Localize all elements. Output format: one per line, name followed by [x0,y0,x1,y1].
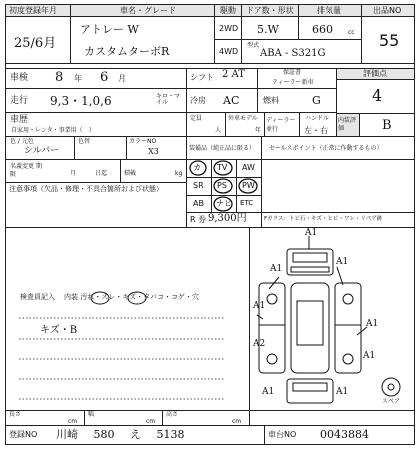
damage-mark-5: A2 [253,339,266,349]
sales-point-area [261,159,415,213]
left-rear-wheel [267,354,277,364]
damage-mark-2: A1 [270,264,283,274]
front-bumper [291,267,329,272]
model-label: 型式 [247,42,260,49]
dim-divider-1 [84,410,85,426]
chassis-value: 0043884 [320,428,369,441]
circle-mark-ka [190,161,206,175]
name-change-label: 名義変更 期限 [10,163,42,179]
length-label: 長さ [9,411,22,418]
doors-value: 5.W [257,23,279,36]
color-divider [74,136,75,160]
inspection-month: 6 [100,70,109,85]
name-change-day: 日迄 [95,170,108,177]
inspector-interior-words: 内装 汚れ・スレ・キズ・タバコ・コゲ・穴 [64,293,200,301]
interior-value: B [382,118,392,133]
color-no-value: X3 [148,147,159,156]
dealer-new-label: ティーラー新車 [272,79,314,86]
capacity-label: 定員 [190,115,203,122]
reg-no-value: 川崎 580 え 5138 [56,428,185,441]
color-no-label: カラーNO [129,138,157,145]
equipment-item-ps: PS [217,181,227,190]
height-label: 高さ [166,411,179,418]
right-rear-wheel [343,354,353,364]
lot-label: 出品NO [373,6,402,15]
lot-value: 55 [379,31,400,50]
equipment-item-sr: SR [193,181,204,190]
left-front-wheel [267,294,277,304]
mileage-label: 走行 [10,96,29,106]
first-reg-label: 初度登録年月 [9,6,57,15]
loading-label: 積載 [124,170,137,177]
inspector-note: キズ・B [40,325,78,336]
roof [297,301,323,345]
drive-2wd: 2WD [219,24,239,33]
equipment-item-etc: ETC [240,199,254,207]
loading-unit: kg [175,170,183,177]
spare-label: スペア [382,398,401,405]
circle-mark-ps [214,179,232,193]
handle-value: 左・右 [304,126,328,135]
exterior-model-unit: 年 [255,127,262,134]
left-side-view [259,283,285,373]
sales-point-label: セールスポイント（正常に作動するもの） [269,145,383,152]
handle-label: ハンドル [305,115,330,122]
history-options: 自家用・レンタ・事業用（ ） [11,127,95,134]
dimensions-row [5,410,250,426]
width-label: 幅 [88,411,95,418]
shift-label: シフト [190,73,214,82]
circle-mark-tv [214,161,232,175]
score-label: 評価点 [363,69,387,78]
rear-window [293,383,327,391]
width-unit: cm [146,418,156,425]
reg-no-label: 登録NO [9,430,38,439]
grade-value: カスタムターボR [84,45,170,58]
leader-line-4 [257,315,263,319]
recycle-value: 9,300円 [208,213,247,224]
exterior-model-label: 外車モデル [228,115,258,122]
car-name-value: アトレー W [80,23,139,36]
inspector-lines [5,227,250,411]
car-name-label: 車名・グレード [120,6,176,15]
circle-mark-scratch [128,292,146,304]
model-value: ABA - S321G [260,48,326,59]
inspection-month-unit: 月 [118,74,126,83]
km-label: キロ・マイル [156,93,181,106]
equipment-circle-marks [186,159,262,213]
color-change-label: 色替 [78,138,91,145]
height-unit: cm [232,418,242,425]
color-no-divider [126,136,127,160]
capacity-unit: 人 [215,127,222,134]
inspection-year: 8 [55,70,64,85]
name-change-month: 月 [70,170,77,177]
circle-mark-pw [239,179,257,193]
equipment-item-navi: ナビ [216,199,232,208]
damage-mark-6: A1 [366,319,379,329]
notes-label: 注意事項（欠品・修理・不具合箇所および状態） [9,185,163,193]
fuel-value: G [312,94,321,107]
interior-label: 内装評価 [338,117,357,132]
equipment-item-tv: TV [217,163,228,172]
equipment-item-ka: カ [193,163,201,172]
loading-divider [120,159,121,183]
equipment-item-aw: AW [242,163,255,172]
warranty-label: 保証書 [283,69,302,76]
right-front-wheel [343,294,353,304]
damage-mark-4: A1 [253,301,266,311]
displacement-value: 660 [312,23,333,36]
damage-mark-1: A1 [305,228,318,238]
damage-mark-9: A1 [262,387,275,397]
length-unit: cm [68,418,78,425]
damage-mark-7: A1 [363,351,376,361]
inspection-year-unit: 年 [74,74,82,83]
displacement-unit: cc [348,29,355,36]
equipment-label: 装備品（純正品に限る） [189,145,256,152]
damage-mark-8: A1 [336,387,349,397]
color-label: 色 / 元色 [10,138,34,145]
fuel-label: 燃料 [263,96,279,105]
inspector-label: 検査員記入 [20,293,55,301]
history-label: 車歴 [10,115,29,125]
diagram-legend: Fガラス：トビ石・キズ・ヒビ・ワレ・リペア跡 [264,216,383,222]
ac-label: 冷房 [190,96,206,105]
inspection-label: 車検 [10,73,29,83]
color-value: シルバー [24,146,60,156]
right-side-view [335,283,361,373]
circle-mark-stain [91,292,109,304]
spare-tire-hub [388,384,394,390]
chassis-label: 車台NO [268,430,297,439]
spare-tire [382,378,400,396]
first-reg-value: 25/6月 [14,36,57,51]
displacement-label: 排気量 [317,6,341,15]
dim-divider-2 [162,410,163,426]
equipment-item-pw: PW [242,181,255,190]
doors-label: ドア数・形状 [246,6,294,15]
leader-line-3 [337,267,343,285]
dealer-parallel-label: ディーラー 並行 [266,117,296,133]
drive-label: 駆動 [220,6,236,15]
front-windshield [293,253,327,262]
drive-4wd: 4WD [219,47,239,56]
inspection-row [5,68,187,89]
mileage-value: 9,3・1,0,6 [50,94,112,108]
score-value: 4 [372,86,383,105]
recycle-label: R 券 [190,215,207,224]
damage-mark-3: A1 [336,257,349,267]
car-diagram [249,227,415,411]
ac-value: AC [223,94,240,107]
equipment-item-ab: AB [193,199,204,208]
circle-mark-navi [214,197,232,211]
shift-value: 2 AT [222,69,245,80]
